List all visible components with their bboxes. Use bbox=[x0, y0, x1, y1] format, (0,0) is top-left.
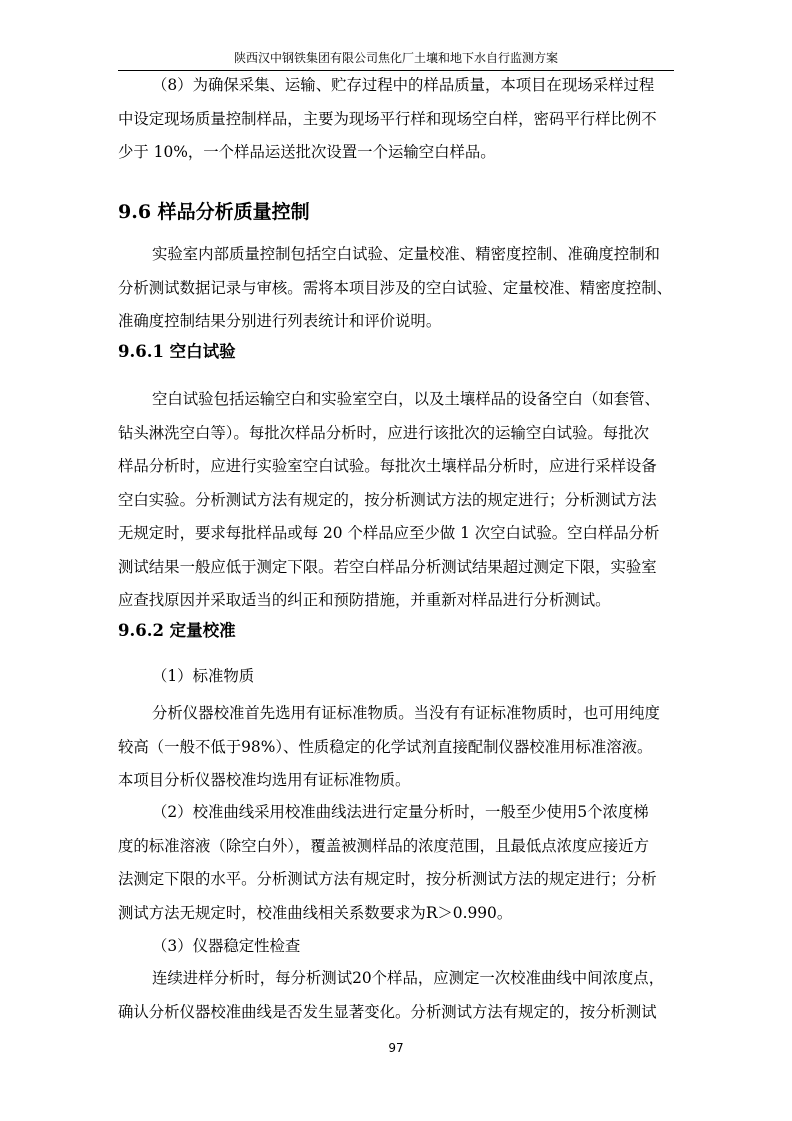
text-line: 测试结果一般应低于测定下限。若空白样品分析测试结果超过测定下限，实验室 bbox=[118, 557, 657, 576]
text-line: 空白实验。分析测试方法有规定的，按分析测试方法的规定进行；分析测试方法 bbox=[118, 490, 657, 509]
stability-check-paragraph bbox=[118, 962, 674, 1029]
text-line: 分析测试数据记录与审核。需将本项目涉及的空白试验、定量校准、精密度控制、 bbox=[118, 278, 673, 297]
text-line: 较高（一般不低于98%）、性质稳定的化学试剂直接配制仪器校准用标准溶液。 bbox=[118, 737, 653, 756]
item-heading-stability-check: （3）仪器稳定性检查 bbox=[152, 937, 301, 955]
text-line: 法测定下限的水平。分析测试方法有规定时，按分析测试方法的规定进行；分析 bbox=[118, 870, 657, 888]
text-line: 空白试验包括运输空白和实验室空白，以及土壤样品的设备空白（如套管、 bbox=[152, 390, 660, 408]
blank-test-paragraph bbox=[118, 383, 674, 618]
section-heading-9-6: 9.6 样品分析质量控制 bbox=[118, 201, 310, 223]
calibration-curve-paragraph bbox=[118, 796, 674, 930]
text-line: 准确度控制结果分别进行列表统计和评价说明。 bbox=[118, 312, 442, 330]
text-line: （8）为确保采集、运输、贮存过程中的样品质量，本项目在现场采样过程 bbox=[152, 76, 655, 94]
text-line: 实验室内部质量控制包括空白试验、定量校准、精密度控制、准确度控制和 bbox=[152, 245, 660, 263]
text-line: 分析仪器校准首先选用有证标准物质。当没有有证标准物质时，也可用纯度 bbox=[152, 704, 660, 722]
text-line: 测试方法无规定时，校准曲线相关系数要求为R＞0.990。 bbox=[118, 903, 513, 922]
standard-material-paragraph bbox=[118, 697, 674, 798]
text-line: 无规定时，要求每批样品或每 20 个样品应至少做 1 次空白试验。空白样品分析 bbox=[118, 524, 660, 542]
item-heading-standard-material: （1）标准物质 bbox=[152, 667, 255, 685]
text-line: 本项目分析仪器校准均选用有证标准物质。 bbox=[118, 771, 411, 789]
subsection-heading-9-6-2: 9.6.2 定量校准 bbox=[118, 621, 236, 640]
subsection-heading-9-6-1: 9.6.1 空白试验 bbox=[118, 342, 236, 361]
section-9-6-intro bbox=[118, 238, 674, 339]
page-number: 97 bbox=[388, 1041, 404, 1055]
text-line: 确认分析仪器校准曲线是否发生显著变化。分析测试方法有规定的，按分析测试 bbox=[118, 1002, 657, 1021]
text-line: 样品分析时，应进行实验室空白试验。每批次土壤样品分析时，应进行采样设备 bbox=[118, 457, 657, 475]
text-line: （2）校准曲线采用校准曲线法进行定量分析时，一般至少使用5个浓度梯 bbox=[152, 803, 649, 821]
text-line: 连续进样分析时，每分析测试20个样品，应测定一次校准曲线中间浓度点， bbox=[152, 969, 665, 987]
text-line: 度的标准溶液（除空白外），覆盖被测样品的浓度范围，且最低点浓度应接近方 bbox=[118, 836, 649, 855]
text-line: 中设定现场质量控制样品，主要为现场平行样和现场空白样，密码平行样比例不 bbox=[118, 109, 657, 128]
sampling-qc-paragraph bbox=[118, 69, 674, 170]
page-header: 陕西汉中钢铁集团有限公司焦化厂土壤和地下水自行监测方案 bbox=[233, 51, 558, 65]
text-line: 应查找原因并采取适当的纠正和预防措施，并重新对样品进行分析测试。 bbox=[118, 591, 611, 609]
text-line: 少于 10%，一个样品运送批次设置一个运输空白样品。 bbox=[118, 143, 496, 161]
text-line: 钻头淋洗空白等）。每批次样品分析时，应进行该批次的运输空白试验。每批次 bbox=[118, 423, 649, 442]
